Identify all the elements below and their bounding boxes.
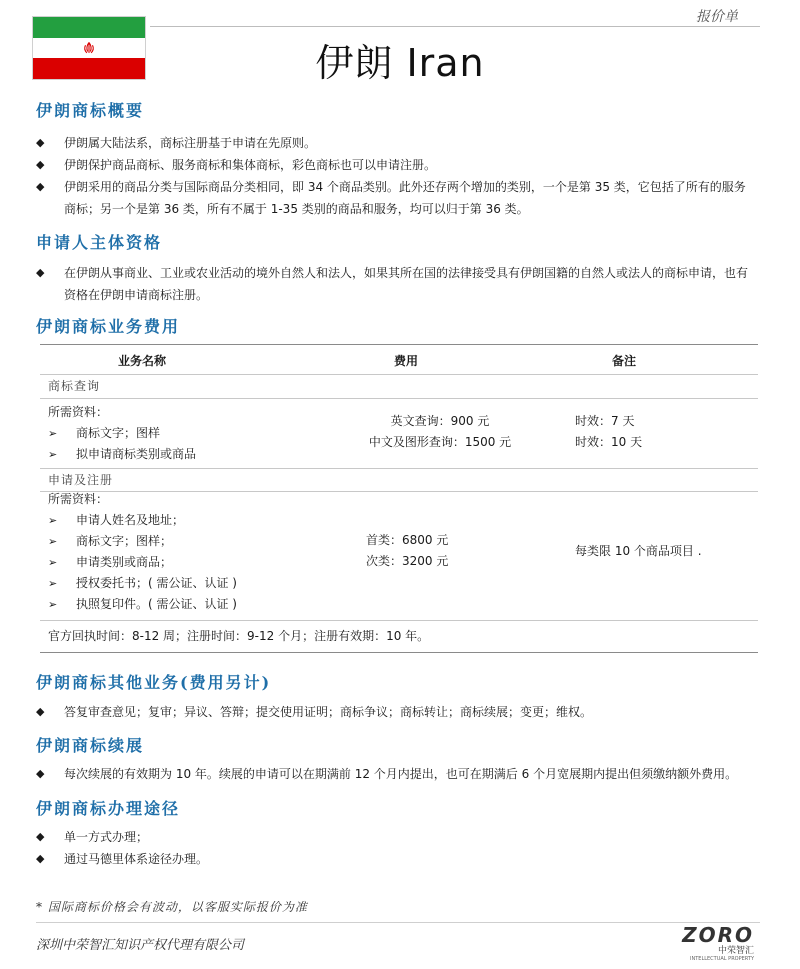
company-logo — [672, 924, 754, 960]
column-header-service: 业务名称 — [118, 354, 167, 368]
arrow-bullet-icon: ➢ — [48, 427, 58, 440]
application-fees: 首类：6800 元 次类：3200 元 — [366, 533, 449, 568]
section-heading-filing: 伊朗商标办理途径 — [36, 799, 181, 818]
materials-title: 所需资料： — [48, 492, 109, 506]
list-item: ➢ 申请类别或商品； — [48, 552, 348, 573]
footer-company-name: 深圳中荣智汇知识产权代理有限公司 — [36, 938, 245, 953]
list-item: ➢ 商标文字；图样 — [48, 423, 348, 444]
section-heading-overview: 伊朗商标概要 — [36, 101, 145, 120]
table-rule — [40, 468, 758, 469]
list-item: ◆ 单一方式办理； — [36, 826, 756, 848]
eligibility-list — [36, 262, 756, 306]
list-item: ◆ 伊朗属大陆法系，商标注册基于申请在先原则。 — [36, 132, 756, 154]
section-heading-renewal: 伊朗商标续展 — [36, 736, 145, 755]
list-item: ➢ 授权委托书；( 需公证、认证 ) — [48, 573, 348, 594]
overview-list — [36, 132, 756, 220]
list-item: ◆ 伊朗采用的商品分类与国际商品分类相同，即 34 个商品类别。此外还存两个增加的类别，一个是第 35 类，它包括了所有的服务商标；另一个是第 36 类，所有不属于 1-35 类别的商品和服务，均可以归于第 36 类。 — [36, 176, 756, 220]
doc-type-label: 报价单 — [696, 9, 738, 25]
logo-chinese-name: 中荣智汇 — [717, 946, 754, 956]
diamond-bullet-icon: ◆ — [36, 158, 45, 171]
group-label-application: 申请及注册 — [48, 473, 114, 487]
diamond-bullet-icon: ◆ — [36, 266, 45, 279]
column-header-notes: 备注 — [612, 354, 637, 368]
table-rule — [40, 374, 758, 375]
price-footnote: * 国际商标价格会有波动，以客服实际报价为准 — [36, 900, 308, 914]
group-label-search: 商标查询 — [48, 379, 101, 393]
application-notes: 每类限 10 个商品项目 . — [575, 544, 702, 558]
arrow-bullet-icon: ➢ — [48, 556, 58, 569]
page-title: 伊朗 Iran — [315, 41, 485, 85]
list-item: ◆ 通过马德里体系途径办理。 — [36, 848, 756, 870]
column-header-fee: 费用 — [394, 354, 419, 368]
search-fees: 英文查询：900 元 中文及图形查询：1500 元 — [368, 414, 512, 449]
arrow-bullet-icon: ➢ — [48, 535, 58, 548]
list-item: ➢ 拟申请商标类别或商品 — [48, 444, 348, 465]
list-item: ◆ 伊朗保护商品商标、服务商标和集体商标，彩色商标也可以申请注册。 — [36, 154, 756, 176]
table-rule — [40, 620, 758, 621]
section-heading-eligibility: 申请人主体资格 — [36, 233, 163, 252]
footer-rule — [36, 922, 760, 923]
other-list — [36, 701, 756, 723]
list-item: ➢ 申请人姓名及地址； — [48, 510, 348, 531]
list-item: ➢ 执照复印件。( 需公证、认证 ) — [48, 594, 348, 615]
arrow-bullet-icon: ➢ — [48, 514, 58, 527]
renewal-list — [36, 763, 756, 785]
application-materials — [48, 489, 348, 615]
table-rule — [40, 652, 758, 653]
table-rule — [40, 398, 758, 399]
filing-list — [36, 826, 756, 870]
list-item: ◆ 答复审查意见；复审；异议、答辩；提交使用证明；商标争议；商标转让；商标续展；变更；维权。 — [36, 701, 756, 723]
search-notes: 时效：7 天 时效：10 天 — [575, 414, 643, 449]
materials-title: 所需资料： — [48, 405, 109, 419]
diamond-bullet-icon: ◆ — [36, 852, 45, 865]
diamond-bullet-icon: ◆ — [36, 180, 45, 193]
diamond-bullet-icon: ◆ — [36, 136, 45, 149]
table-rule — [40, 344, 758, 345]
section-heading-fees: 伊朗商标业务费用 — [36, 317, 181, 336]
diamond-bullet-icon: ◆ — [36, 830, 45, 843]
logo-mark: ZORO — [682, 923, 754, 947]
timeline-text: 官方回执时间：8-12 周；注册时间：9-12 个月；注册有效期：10 年。 — [48, 629, 430, 643]
arrow-bullet-icon: ➢ — [48, 598, 58, 611]
list-item: ➢ 商标文字；图样； — [48, 531, 348, 552]
list-item: ◆ 每次续展的有效期为 10 年。续展的申请可以在期满前 12 个月内提出，也可在期满后 6 个月宽展期内提出但须缴纳额外费用。 — [36, 763, 756, 785]
list-item: ◆ 在伊朗从事商业、工业或农业活动的境外自然人和法人，如果其所在国的法律接受具有伊朗国籍的自然人或法人的商标申请，也有资格在伊朗申请商标注册。 — [36, 262, 756, 306]
arrow-bullet-icon: ➢ — [48, 577, 58, 590]
diamond-bullet-icon: ◆ — [36, 705, 45, 718]
diamond-bullet-icon: ◆ — [36, 767, 45, 780]
section-heading-other: 伊朗商标其他业务(费用另计) — [36, 673, 272, 692]
header-rule — [150, 26, 760, 27]
logo-english-tagline: INTELLECTUAL PROPERTY — [690, 956, 754, 962]
arrow-bullet-icon: ➢ — [48, 448, 58, 461]
